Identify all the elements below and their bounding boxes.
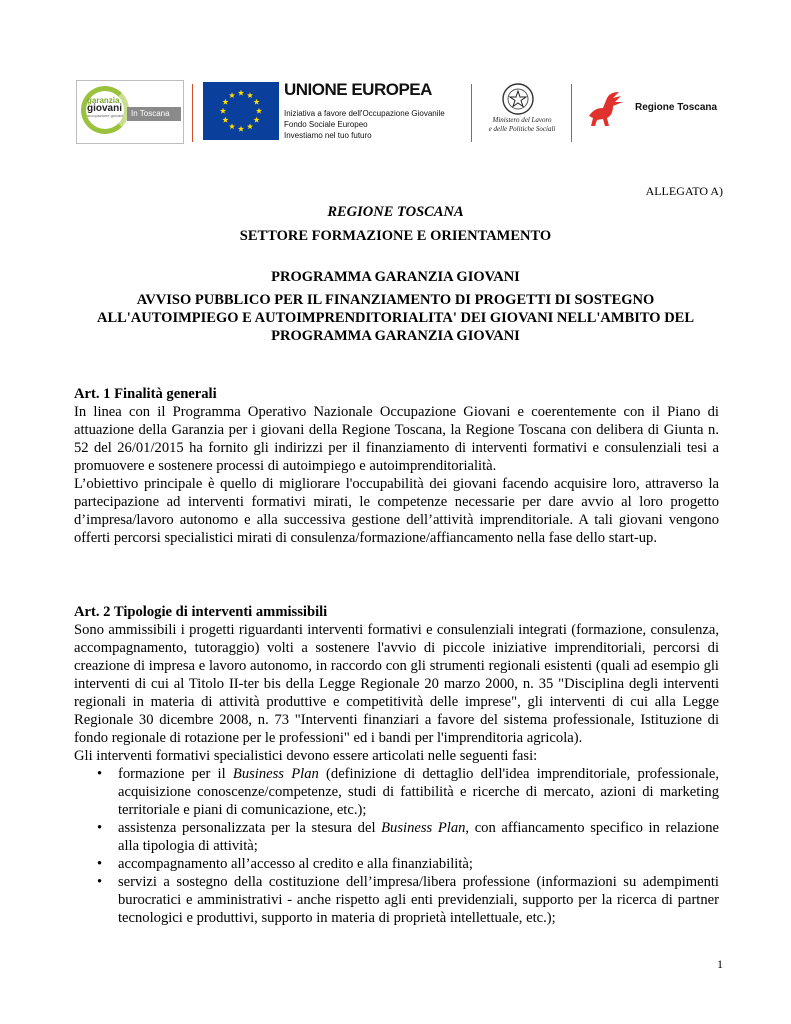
eu-line: Investiamo nel tuo futuro [284,131,372,140]
eu-star-icon [256,108,262,114]
list-item: • accompagnamento all’accesso al credito e alla finanziabilità; [97,856,473,872]
bullet-icon: • [97,766,103,782]
logo-strip [76,80,726,146]
phases-list [74,765,719,927]
article-2-intro: Gli interventi formativi specialistici devono essere articolati nelle seguenti fasi: [74,748,538,764]
list-item: • servizi a sostegno della costituzione dell’impresa/libera professione (informazioni su adempimenti burocratici e amministrativi - anche rispetto agli enti previdenziali, supporto per la ricerca di partner tecnologici e produttivi, supporto in materia di proprietà intellettuale, etc.); [97,874,719,926]
gg-line3: occupazione giovani [87,113,124,118]
logo-separator [471,84,472,142]
italian-republic-emblem-icon [501,82,535,116]
article-1 [74,385,719,547]
eu-star-icon [238,90,244,96]
eu-star-icon [222,99,228,105]
article-2 [74,603,719,927]
article-1-paragraph: L’obiettivo principale è quello di migliorare l'occupabilità dei giovani facendo acquisire loro, attraverso la partecipazione ad interventi formativi mirati, le competenze necessarie per dare avvio al loro progetto d’impresa/lavoro autonomo e alla successiva gestione dell’attività imprenditoriale. A tali giovani vengono offerti percorsi specialistici mirati di consulenza/formazione/affiancamento nella fase dello start-up. [74,476,719,546]
region-heading: REGIONE TOSCANA [327,204,464,220]
article-2-paragraph: Sono ammissibili i progetti riguardanti interventi formativi e consulenziali integrati (formazione, consulenza, accompagnamento, tutoraggio) volti a sostenere l'avvio di piccole iniziative imprenditoriali, percorsi di creazione di impresa e lavoro autonomo, in raccordo con gli strumenti regionali esistenti (quali ad esempio gli interventi di cui al Titolo II-ter bis della Legge Regionale 20 marzo 2000, n. 35 "Disciplina degli interventi regionali in materia di attività produttive e competitività delle imprese", gli interventi di cui alla Legge Regionale 30 dicembre 2008, n. 73 "Interventi finanziari a favore del sistema professionale, Istituzione di fondo regionale di rotazione per le professioni" ed i bandi per l'imprenditoria agricola). [74,622,719,746]
eu-line: Iniziativa a favore dell'Occupazione Giovanile [284,109,445,118]
eu-star-icon [220,108,226,114]
eu-star-icon [247,123,253,129]
garanzia-giovani-logo [76,80,184,144]
ministero-line: e delle Politiche Sociali [488,125,556,133]
allegato-label: ALLEGATO A) [645,184,723,198]
list-item: • assistenza personalizzata per la stesura del Business Plan, con affiancamento specifico in relazione alla tipologia di attività; [97,820,719,854]
avviso-heading: AVVISO PUBBLICO PER IL FINANZIAMENTO DI PROGETTI DI SOSTEGNO ALL'AUTOIMPIEGO E AUTOIMPRENDITORIALITA' DEI GIOVANI NELL'AMBITO DEL PROGRAMMA GARANZIA GIOVANI [96,292,695,344]
gg-line1: garanzia [87,96,120,105]
regione-toscana-logo-text: Regione Toscana [635,102,718,113]
pegasus-icon [583,86,627,130]
eu-star-icon [247,92,253,98]
eu-star-icon [229,123,235,129]
ministero-line: Ministero del Lavoro [492,116,552,124]
bullet-icon: • [97,820,103,836]
logo-separator [571,84,572,142]
article-1-title: Art. 1 Finalità generali [74,386,217,402]
eu-star-icon [254,99,260,105]
settore-heading: SETTORE FORMAZIONE E ORIENTAMENTO [239,228,552,244]
gg-line2: giovani [87,103,123,114]
eu-star-icon [254,117,260,123]
article-1-paragraph: In linea con il Programma Operativo Nazionale Occupazione Giovani e coerentemente con il Piano di attuazione della Garanzia per i giovani della Regione Toscana, la Regione Toscana con delibera di Giunta n. 52 del 26/01/2015 ha fornito gli indirizzi per il finanziamento di interventi formativi e consulenziali tesi a promuovere e sostenere processi di autoimpiego e autoimprenditorialità. [74,404,719,474]
eu-star-icon [229,92,235,98]
programma-heading: PROGRAMMA GARANZIA GIOVANI [271,269,520,285]
eu-text [284,108,445,141]
logo-separator [192,84,193,142]
article-2-title: Art. 2 Tipologie di interventi ammissibili [74,604,328,620]
eu-flag-icon [203,82,279,140]
gg-tag: In Toscana [127,107,181,121]
eu-title: UNIONE EUROPEA [284,80,432,99]
eu-star-icon [222,117,228,123]
bullet-icon: • [97,856,103,872]
eu-star-icon [238,126,244,132]
bullet-icon: • [97,874,103,890]
page-number: 1 [717,957,723,971]
ministero-label [482,116,562,134]
list-item: • formazione per il Business Plan (definizione di dettaglio dell'idea imprenditoriale, professionale, acquisizione conoscenze/competenze, studi di fattibilità e ricerche di mercato, azioni di marketing territoriale e piani di comunicazione, etc.); [97,766,720,818]
eu-line: Fondo Sociale Europeo [284,120,368,129]
